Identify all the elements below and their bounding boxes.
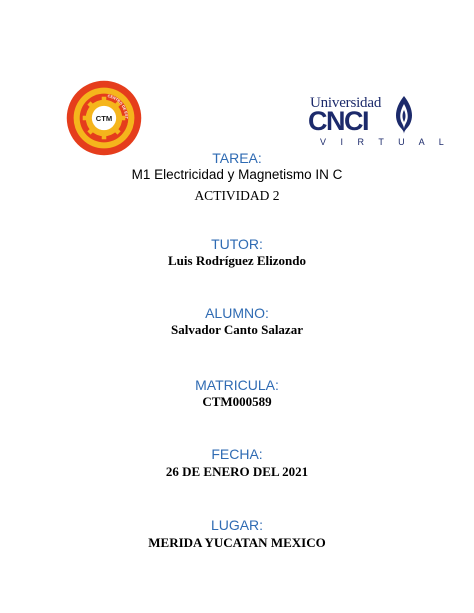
tutor-name: Luis Rodríguez Elizondo (168, 253, 306, 268)
cnci-flame-icon (392, 94, 416, 136)
cnci-virtual-text: V I R T U A L (320, 137, 450, 147)
alumno-name: Salvador Canto Salazar (171, 322, 303, 337)
cnci-name-text: CNCI (308, 106, 368, 136)
matricula-value: CTM000589 (202, 394, 272, 409)
fecha-value: 26 DE ENERO DEL 2021 (165, 464, 309, 479)
tarea-activity: ACTIVIDAD 2 (194, 188, 280, 203)
tarea-label: TAREA: (212, 150, 262, 166)
ctm-logo (66, 80, 142, 156)
svg-text:M É X I C O (66, 80, 68, 81)
alumno-label: ALUMNO: (205, 305, 269, 321)
tarea-subject: M1 Electricidad y Magnetismo IN C (131, 167, 343, 182)
ctm-center-text: CTM (95, 114, 113, 124)
matricula-label: MATRICULA: (195, 377, 279, 393)
tutor-label: TUTOR: (211, 236, 263, 252)
cnci-logo (306, 94, 450, 154)
ctm-ring-text: CENTRO DE EST (107, 94, 129, 120)
lugar-label: LUGAR: (210, 517, 264, 533)
ctm-bottom-text (66, 80, 68, 81)
lugar-value: MERIDA YUCATAN MEXICO (148, 535, 326, 550)
cnci-university-text: Universidad (310, 95, 382, 111)
fecha-label: FECHA: (211, 446, 263, 462)
